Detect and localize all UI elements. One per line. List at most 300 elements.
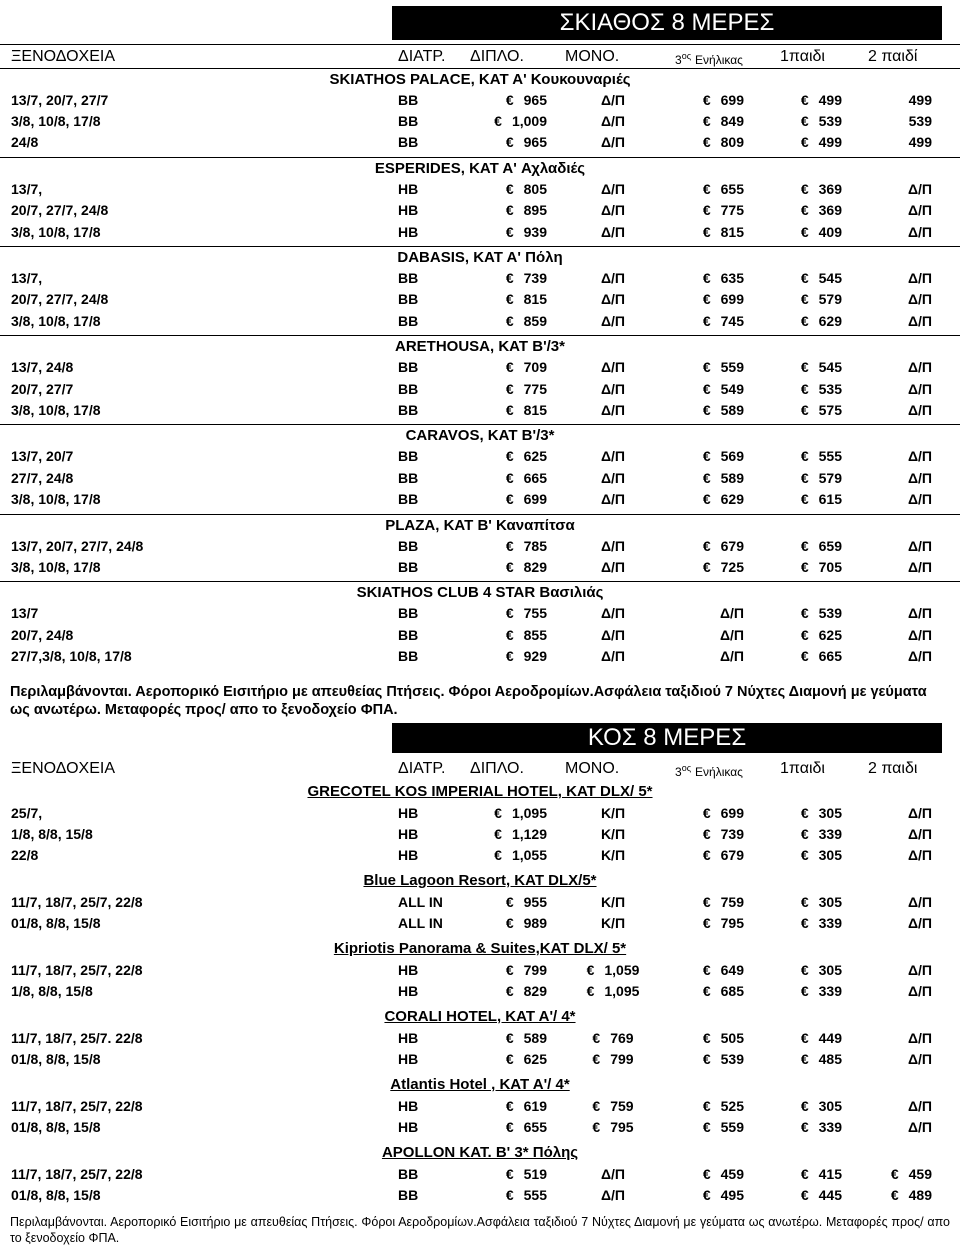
cell-board: BB bbox=[398, 490, 419, 507]
cell-third-adult: € 849 bbox=[674, 113, 744, 129]
kos-column-single: ΜΟΝΟ. bbox=[565, 760, 620, 777]
cell-single: Κ/Π bbox=[600, 826, 626, 843]
third-sup: ος bbox=[681, 51, 692, 61]
cell-board: BB bbox=[398, 558, 419, 575]
cell-board: BB bbox=[398, 113, 419, 130]
cell-child2: Δ/Π bbox=[907, 537, 932, 554]
cell-child2: Δ/Π bbox=[907, 448, 932, 465]
cell-board: BB bbox=[398, 626, 419, 643]
cell-third-adult: € 495 bbox=[674, 1187, 744, 1203]
cell-double: € 785 bbox=[479, 538, 547, 554]
hotel-name-text: Blue Lagoon Resort, KAT DLX/5* bbox=[363, 872, 597, 890]
hotel-name-text: PLAZA, KAT B' Καναπίτσα bbox=[385, 516, 575, 534]
hotel-name bbox=[0, 424, 960, 447]
cell-third-adult: € 745 bbox=[674, 313, 744, 329]
cell-dates: 11/7, 18/7, 25/7. 22/8 bbox=[11, 1029, 143, 1046]
cell-double: € 755 bbox=[479, 605, 547, 621]
cell-third-adult: € 815 bbox=[674, 224, 744, 240]
cell-child1: € 445 bbox=[776, 1187, 842, 1203]
price-row bbox=[0, 268, 960, 289]
cell-third-adult: € 649 bbox=[674, 962, 744, 978]
cell-double: € 829 bbox=[479, 559, 547, 575]
kos-column-child2: 2 παιδι bbox=[868, 760, 918, 777]
cell-third-adult: € 635 bbox=[674, 270, 744, 286]
cell-single: € 1,095 bbox=[579, 983, 647, 999]
cell-single: € 795 bbox=[579, 1119, 647, 1135]
third-sup: ος bbox=[681, 763, 692, 773]
cell-child1: € 575 bbox=[776, 402, 842, 418]
cell-third-adult: € 589 bbox=[674, 402, 744, 418]
cell-board: BB bbox=[398, 537, 419, 554]
cell-single: Δ/Π bbox=[600, 490, 626, 507]
hotel-name-text: APOLLON KAT. B' 3* Πόλης bbox=[381, 1143, 579, 1161]
cell-child1: € 665 bbox=[776, 648, 842, 664]
price-row bbox=[0, 132, 960, 153]
cell-single: Δ/Π bbox=[600, 202, 626, 219]
skiathos-column-board: ΔΙΑΤΡ. bbox=[398, 48, 446, 65]
cell-dates: 11/7, 18/7, 25/7, 22/8 bbox=[11, 894, 143, 911]
cell-dates: 25/7, bbox=[11, 805, 43, 821]
cell-board: HB bbox=[398, 962, 419, 978]
cell-dates: 3/8, 10/8, 17/8 bbox=[11, 490, 101, 507]
cell-single: Δ/Π bbox=[600, 1186, 626, 1203]
cell-single: Δ/Π bbox=[600, 558, 626, 575]
cell-double: € 625 bbox=[479, 1051, 547, 1067]
cell-single: Κ/Π bbox=[600, 894, 626, 911]
cell-single: Κ/Π bbox=[600, 847, 626, 864]
cell-single: Δ/Π bbox=[600, 647, 626, 664]
price-row bbox=[0, 468, 960, 489]
cell-board: HB bbox=[398, 1097, 419, 1114]
cell-third-adult: € 759 bbox=[674, 894, 744, 910]
hotel-name-text: GRECOTEL KOS IMPERIAL HOTEL, KAT DLX/ 5* bbox=[307, 783, 653, 800]
cell-child2: Δ/Π bbox=[907, 490, 932, 507]
cell-dates: 13/7 bbox=[11, 605, 39, 622]
cell-dates: 13/7, bbox=[11, 270, 43, 287]
cell-child2: Δ/Π bbox=[907, 1097, 932, 1114]
cell-double: € 625 bbox=[479, 448, 547, 464]
cell-double: € 805 bbox=[479, 181, 547, 197]
cell-third-adult: € 505 bbox=[674, 1030, 744, 1046]
cell-child2: Δ/Π bbox=[907, 915, 932, 932]
cell-child2: Δ/Π bbox=[907, 805, 932, 821]
third-label: Ενήλικας bbox=[695, 53, 743, 67]
hotel-name bbox=[0, 938, 960, 960]
hotel-name-text: SKIATHOS PALACE, KAT A' Κουκουναριές bbox=[329, 71, 631, 88]
cell-board: BB bbox=[398, 92, 419, 108]
cell-dates: 3/8, 10/8, 17/8 bbox=[11, 223, 101, 240]
cell-child1: € 305 bbox=[776, 805, 842, 821]
cell-child1: € 409 bbox=[776, 224, 842, 240]
cell-dates: 20/7, 27/7 bbox=[11, 380, 74, 397]
cell-child1: € 339 bbox=[776, 983, 842, 999]
cell-child1: € 615 bbox=[776, 491, 842, 507]
cell-single: Δ/Π bbox=[600, 92, 626, 108]
cell-child1: € 305 bbox=[776, 847, 842, 863]
cell-third-adult: Δ/Π bbox=[719, 605, 744, 622]
cell-third-adult: € 685 bbox=[674, 983, 744, 999]
hotel-name-text: SKIATHOS CLUB 4 STAR Βασιλιάς bbox=[356, 584, 604, 602]
cell-double: € 709 bbox=[479, 359, 547, 375]
price-row bbox=[0, 824, 960, 845]
cell-single: Δ/Π bbox=[600, 312, 626, 329]
cell-double: € 929 bbox=[479, 648, 547, 664]
cell-child1: € 339 bbox=[776, 1119, 842, 1135]
cell-double: € 665 bbox=[479, 470, 547, 486]
cell-board: BB bbox=[398, 291, 419, 308]
cell-child2: € 489 bbox=[862, 1187, 932, 1203]
cell-dates: 11/7, 18/7, 25/7, 22/8 bbox=[11, 1165, 143, 1182]
cell-dates: 3/8, 10/8, 17/8 bbox=[11, 401, 101, 418]
cell-child2: Δ/Π bbox=[907, 401, 932, 418]
cell-child1: € 415 bbox=[776, 1166, 842, 1182]
cell-child2: € 459 bbox=[862, 1166, 932, 1182]
skiathos-column-child2: 2 παιδί bbox=[868, 48, 918, 65]
cell-third-adult: € 809 bbox=[674, 134, 744, 150]
cell-child2: Δ/Π bbox=[907, 605, 932, 622]
hotel-name-text: CORALI HOTEL, KAT A'/ 4* bbox=[384, 1007, 576, 1025]
kos-column-third bbox=[675, 763, 743, 779]
cell-double: € 829 bbox=[479, 983, 547, 999]
cell-dates: 27/7, 24/8 bbox=[11, 469, 74, 486]
cell-child1: € 305 bbox=[776, 894, 842, 910]
cell-double: € 955 bbox=[479, 894, 547, 910]
cell-child2: Δ/Π bbox=[907, 359, 932, 376]
price-row bbox=[0, 222, 960, 243]
hotel-name bbox=[0, 68, 960, 91]
cell-third-adult: € 539 bbox=[674, 1051, 744, 1067]
cell-child2: Δ/Π bbox=[907, 270, 932, 287]
price-row bbox=[0, 646, 960, 667]
cell-single: Δ/Π bbox=[600, 537, 626, 554]
cell-child1: € 339 bbox=[776, 826, 842, 842]
cell-dates: 13/7, bbox=[11, 181, 43, 198]
price-row bbox=[0, 1185, 960, 1206]
cell-board: HB bbox=[398, 847, 419, 864]
cell-board: HB bbox=[398, 805, 419, 821]
cell-child2: Δ/Π bbox=[907, 626, 932, 643]
cell-single: Δ/Π bbox=[600, 1165, 626, 1182]
kos-column-double: ΔΙΠΛΟ. bbox=[470, 760, 524, 777]
cell-child2: Δ/Π bbox=[907, 847, 932, 864]
cell-dates: 1/8, 8/8, 15/8 bbox=[11, 983, 93, 1000]
cell-child1: € 659 bbox=[776, 538, 842, 554]
cell-child2: 499 bbox=[908, 92, 932, 108]
cell-single: Δ/Π bbox=[600, 380, 626, 397]
cell-third-adult: € 569 bbox=[674, 448, 744, 464]
cell-third-adult: € 699 bbox=[674, 805, 744, 821]
cell-child1: € 369 bbox=[776, 202, 842, 218]
cell-single: Κ/Π bbox=[600, 915, 626, 932]
price-row bbox=[0, 311, 960, 332]
price-row bbox=[0, 489, 960, 510]
hotel-name bbox=[0, 1006, 960, 1028]
cell-child1: € 579 bbox=[776, 291, 842, 307]
hotel-name-text: ARETHOUSA, KAT B'/3* bbox=[395, 338, 565, 356]
cell-board: BB bbox=[398, 469, 419, 486]
cell-single: Δ/Π bbox=[600, 223, 626, 240]
cell-child1: € 539 bbox=[776, 113, 842, 129]
cell-double: € 1,055 bbox=[479, 847, 547, 863]
cell-third-adult: € 549 bbox=[674, 381, 744, 397]
cell-third-adult: € 655 bbox=[674, 181, 744, 197]
hotel-name bbox=[0, 870, 960, 892]
cell-double: € 1,095 bbox=[479, 805, 547, 821]
cell-dates: 01/8, 8/8, 15/8 bbox=[11, 1119, 101, 1135]
hotel-name bbox=[0, 581, 960, 604]
cell-child1: € 539 bbox=[776, 605, 842, 621]
price-row bbox=[0, 200, 960, 221]
cell-dates: 3/8, 10/8, 17/8 bbox=[11, 113, 101, 130]
cell-third-adult: € 699 bbox=[674, 92, 744, 108]
cell-single: Δ/Π bbox=[600, 448, 626, 465]
cell-single: Δ/Π bbox=[600, 181, 626, 198]
cell-double: € 775 bbox=[479, 381, 547, 397]
hotel-name-text: DABASIS, KAT A' Πόλη bbox=[397, 249, 563, 267]
kos-column-headers bbox=[0, 757, 960, 781]
cell-child2: 539 bbox=[908, 113, 932, 130]
cell-dates: 3/8, 10/8, 17/8 bbox=[11, 312, 101, 329]
cell-child2: Δ/Π bbox=[907, 223, 932, 240]
price-row bbox=[0, 603, 960, 624]
cell-child2: Δ/Π bbox=[907, 826, 932, 843]
cell-board: BB bbox=[398, 605, 419, 622]
price-row bbox=[0, 1049, 960, 1070]
cell-child2: Δ/Π bbox=[907, 202, 932, 219]
cell-single: Δ/Π bbox=[600, 605, 626, 622]
cell-child1: € 545 bbox=[776, 359, 842, 375]
cell-board: HB bbox=[398, 223, 419, 240]
price-row bbox=[0, 111, 960, 132]
cell-board: BB bbox=[398, 359, 419, 376]
cell-child1: € 555 bbox=[776, 448, 842, 464]
cell-child1: € 629 bbox=[776, 313, 842, 329]
cell-board: ALL IN bbox=[398, 894, 443, 911]
cell-child2: Δ/Π bbox=[907, 181, 932, 198]
kos-column-hotel: ΞΕΝΟΔΟΧΕΙΑ bbox=[11, 760, 115, 777]
cell-third-adult: € 725 bbox=[674, 559, 744, 575]
cell-dates: 22/8 bbox=[11, 847, 39, 864]
cell-double: € 859 bbox=[479, 313, 547, 329]
cell-third-adult: € 459 bbox=[674, 1166, 744, 1182]
cell-third-adult: € 795 bbox=[674, 915, 744, 931]
price-row bbox=[0, 1096, 960, 1117]
cell-single: Δ/Π bbox=[600, 401, 626, 418]
cell-double: € 589 bbox=[479, 1030, 547, 1046]
cell-child1: € 579 bbox=[776, 470, 842, 486]
price-row bbox=[0, 90, 960, 111]
price-row bbox=[0, 803, 960, 824]
cell-board: HB bbox=[398, 181, 419, 198]
cell-board: BB bbox=[398, 380, 419, 397]
cell-dates: 11/7, 18/7, 25/7, 22/8 bbox=[11, 1097, 143, 1114]
price-row bbox=[0, 536, 960, 557]
cell-board: HB bbox=[398, 1051, 419, 1068]
third-num: 3 bbox=[675, 53, 682, 67]
cell-child2: Δ/Π bbox=[907, 1051, 932, 1068]
skiathos-column-child1: 1παιδι bbox=[780, 48, 825, 65]
cell-child2: Δ/Π bbox=[907, 647, 932, 664]
cell-board: BB bbox=[398, 448, 419, 465]
kos-column-child1: 1παιδι bbox=[780, 760, 825, 777]
cell-single: Δ/Π bbox=[600, 134, 626, 151]
cell-child1: € 485 bbox=[776, 1051, 842, 1067]
cell-double: € 965 bbox=[479, 92, 547, 108]
cell-dates: 24/8 bbox=[11, 134, 39, 151]
cell-board: BB bbox=[398, 647, 419, 664]
price-row bbox=[0, 892, 960, 913]
price-row bbox=[0, 1117, 960, 1138]
cell-single: Δ/Π bbox=[600, 359, 626, 376]
cell-single: € 759 bbox=[579, 1098, 647, 1114]
cell-single: Δ/Π bbox=[600, 469, 626, 486]
cell-child1: € 535 bbox=[776, 381, 842, 397]
skiathos-title: ΣΚΙΑΘΟΣ 8 ΜΕΡΕΣ bbox=[392, 6, 942, 40]
kos-inclusions-note: Περιλαμβάνονται. Αεροπορικό Εισιτήριο με απευθείας Πτήσεις. Φόροι Αεροδρομίων.Ασφάλεια ταξιδιού 7 Νύχτες Διαμονή με γεύματα ως ανωτέρω. Μεταφορές προς/ απο το ξενοδοχείο ΦΠΑ. bbox=[10, 1215, 950, 1245]
price-row bbox=[0, 845, 960, 866]
cell-dates: 27/7,3/8, 10/8, 17/8 bbox=[11, 647, 132, 664]
cell-single: Δ/Π bbox=[600, 626, 626, 643]
hotel-name bbox=[0, 335, 960, 358]
price-row bbox=[0, 557, 960, 578]
cell-board: BB bbox=[398, 134, 419, 151]
hotel-name bbox=[0, 1142, 960, 1164]
cell-single: Δ/Π bbox=[600, 270, 626, 287]
price-row bbox=[0, 1028, 960, 1049]
cell-third-adult: € 589 bbox=[674, 470, 744, 486]
cell-double: € 519 bbox=[479, 1166, 547, 1182]
cell-dates: 3/8, 10/8, 17/8 bbox=[11, 558, 101, 575]
cell-child2: 499 bbox=[908, 134, 932, 151]
cell-board: BB bbox=[398, 1186, 419, 1203]
price-row bbox=[0, 981, 960, 1002]
cell-single: Δ/Π bbox=[600, 291, 626, 308]
cell-double: € 619 bbox=[479, 1098, 547, 1114]
cell-double: € 939 bbox=[479, 224, 547, 240]
hotel-name-text: CARAVOS, KAT B'/3* bbox=[405, 427, 555, 445]
cell-single: € 1,059 bbox=[579, 962, 647, 978]
cell-child1: € 339 bbox=[776, 915, 842, 931]
cell-child1: € 305 bbox=[776, 1098, 842, 1114]
price-row bbox=[0, 379, 960, 400]
cell-double: € 699 bbox=[479, 491, 547, 507]
cell-dates: 13/7, 20/7, 27/7 bbox=[11, 92, 109, 108]
cell-double: € 815 bbox=[479, 402, 547, 418]
cell-single: € 799 bbox=[579, 1051, 647, 1067]
cell-dates: 13/7, 24/8 bbox=[11, 359, 74, 376]
price-row bbox=[0, 357, 960, 378]
skiathos-column-single: ΜΟΝΟ. bbox=[565, 48, 620, 65]
hotel-name bbox=[0, 514, 960, 537]
skiathos-column-third bbox=[675, 51, 743, 67]
cell-child2: Δ/Π bbox=[907, 469, 932, 486]
cell-child1: € 705 bbox=[776, 559, 842, 575]
cell-board: BB bbox=[398, 270, 419, 287]
kos-column-board: ΔΙΑΤΡ. bbox=[398, 760, 446, 777]
cell-dates: 20/7, 24/8 bbox=[11, 626, 74, 643]
cell-double: € 1,009 bbox=[479, 113, 547, 129]
cell-child1: € 545 bbox=[776, 270, 842, 286]
cell-double: € 815 bbox=[479, 291, 547, 307]
cell-double: € 739 bbox=[479, 270, 547, 286]
price-row bbox=[0, 446, 960, 467]
skiathos-column-headers bbox=[0, 44, 960, 69]
cell-dates: 01/8, 8/8, 15/8 bbox=[11, 1051, 101, 1068]
cell-third-adult: € 679 bbox=[674, 538, 744, 554]
cell-child2: Δ/Π bbox=[907, 558, 932, 575]
price-row bbox=[0, 289, 960, 310]
cell-dates: 01/8, 8/8, 15/8 bbox=[11, 1186, 101, 1203]
cell-single: Δ/Π bbox=[600, 113, 626, 130]
cell-double: € 555 bbox=[479, 1187, 547, 1203]
cell-child2: Δ/Π bbox=[907, 1029, 932, 1046]
skiathos-column-double: ΔΙΠΛΟ. bbox=[470, 48, 524, 65]
price-row bbox=[0, 960, 960, 981]
kos-title: ΚΟΣ 8 ΜΕΡΕΣ bbox=[392, 723, 942, 753]
cell-double: € 1,129 bbox=[479, 826, 547, 842]
cell-third-adult: € 559 bbox=[674, 359, 744, 375]
cell-dates: 1/8, 8/8, 15/8 bbox=[11, 826, 93, 843]
cell-dates: 01/8, 8/8, 15/8 bbox=[11, 915, 101, 932]
cell-double: € 989 bbox=[479, 915, 547, 931]
price-row bbox=[0, 400, 960, 421]
price-row bbox=[0, 1164, 960, 1185]
cell-child2: Δ/Π bbox=[907, 1119, 932, 1135]
cell-child1: € 369 bbox=[776, 181, 842, 197]
cell-child1: € 449 bbox=[776, 1030, 842, 1046]
price-row bbox=[0, 913, 960, 934]
cell-double: € 965 bbox=[479, 134, 547, 150]
cell-board: HB bbox=[398, 1119, 419, 1135]
cell-double: € 895 bbox=[479, 202, 547, 218]
cell-board: ALL IN bbox=[398, 915, 443, 932]
hotel-name-text: Kipriotis Panorama & Suites,KAT DLX/ 5* bbox=[333, 940, 627, 957]
cell-board: BB bbox=[398, 401, 419, 418]
cell-third-adult: Δ/Π bbox=[719, 626, 744, 643]
cell-dates: 20/7, 27/7, 24/8 bbox=[11, 291, 109, 308]
cell-third-adult: € 739 bbox=[674, 826, 744, 842]
cell-board: BB bbox=[398, 312, 419, 329]
price-row bbox=[0, 625, 960, 646]
cell-third-adult: € 525 bbox=[674, 1098, 744, 1114]
cell-third-adult: € 679 bbox=[674, 847, 744, 863]
cell-child1: € 499 bbox=[776, 92, 842, 108]
price-row bbox=[0, 179, 960, 200]
cell-third-adult: € 559 bbox=[674, 1119, 744, 1135]
hotel-name bbox=[0, 781, 960, 803]
third-label: Ενήλικας bbox=[695, 765, 743, 779]
cell-child2: Δ/Π bbox=[907, 983, 932, 1000]
cell-dates: 11/7, 18/7, 25/7, 22/8 bbox=[11, 962, 143, 978]
hotel-name-text: Atlantis Hotel , KAT A'/ 4* bbox=[390, 1075, 570, 1093]
cell-child1: € 499 bbox=[776, 134, 842, 150]
third-num: 3 bbox=[675, 765, 682, 779]
cell-board: HB bbox=[398, 983, 419, 1000]
cell-single: € 769 bbox=[579, 1030, 647, 1046]
cell-child2: Δ/Π bbox=[907, 291, 932, 308]
cell-double: € 655 bbox=[479, 1119, 547, 1135]
hotel-name bbox=[0, 1074, 960, 1096]
cell-child2: Δ/Π bbox=[907, 894, 932, 911]
cell-single: Κ/Π bbox=[600, 805, 626, 821]
cell-dates: 20/7, 27/7, 24/8 bbox=[11, 202, 109, 219]
hotel-name-text: ESPERIDES, KAT A' Αχλαδιές bbox=[374, 160, 586, 178]
cell-third-adult: € 699 bbox=[674, 291, 744, 307]
cell-double: € 799 bbox=[479, 962, 547, 978]
cell-board: HB bbox=[398, 826, 419, 843]
cell-child1: € 305 bbox=[776, 962, 842, 978]
cell-third-adult: € 629 bbox=[674, 491, 744, 507]
